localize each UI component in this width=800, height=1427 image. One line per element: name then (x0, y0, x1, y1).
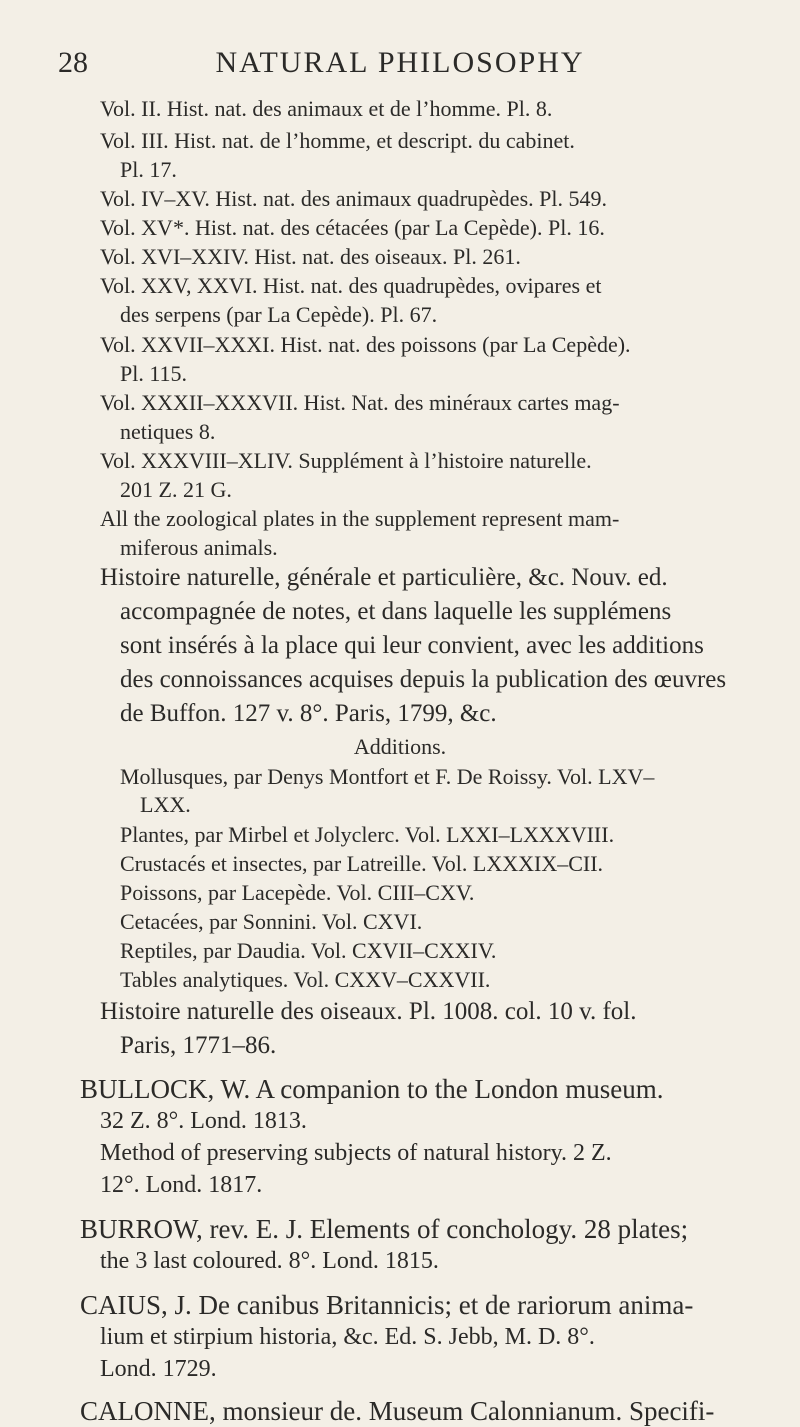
text-line: des serpens (par La Cepède). Pl. 67. (120, 302, 438, 327)
text-line: Vol. XVI–XXIV. Hist. nat. des oiseaux. Pl. 261. (100, 244, 521, 269)
text-line: Crustacés et insectes, par Latreille. Vol. LXXXIX–CII. (120, 851, 604, 876)
text-line: Plantes, par Mirbel et Jolyclerc. Vol. LXXI–LXXXVIII. (120, 822, 615, 847)
text-line: 12°. Lond. 1817. (100, 1172, 263, 1198)
text-line: Histoire naturelle, générale et particulière, &c. Nouv. ed. (100, 564, 668, 591)
text-line: CAIUS, J. De canibus Britannicis; et de rariorum anima- (80, 1290, 694, 1320)
running-header (0, 46, 800, 86)
text-line: 201 Z. 21 G. (120, 477, 232, 502)
text-line: sont insérés à la place qui leur convient, avec les additions (120, 632, 704, 659)
text-line: LXX. (140, 792, 191, 817)
text-line: 32 Z. 8°. Lond. 1813. (100, 1108, 307, 1134)
page-number: 28 (58, 46, 88, 79)
text-line: BULLOCK, W. A companion to the London museum. (80, 1074, 664, 1104)
text-line: Vol. II. Hist. nat. des animaux et de l’homme. Pl. 8. (100, 96, 553, 121)
text-line: Pl. 17. (120, 157, 177, 182)
text-line: Vol. XXV, XXVI. Hist. nat. des quadrupèdes, ovipares et (100, 273, 602, 298)
text-line: Vol. XXXII–XXXVII. Hist. Nat. des minéraux cartes mag- (100, 390, 620, 415)
text-line: Cetacées, par Sonnini. Vol. CXVI. (120, 909, 423, 934)
text-line: BURROW, rev. E. J. Elements of conchology. 28 plates; (80, 1214, 689, 1244)
text-line: Paris, 1771–86. (120, 1032, 277, 1059)
text-line: Mollusques, par Denys Montfort et F. De Roissy. Vol. LXV– (120, 764, 655, 789)
text-line: lium et stirpium historia, &c. Ed. S. Jebb, M. D. 8°. (100, 1324, 595, 1350)
text-line: Lond. 1729. (100, 1356, 217, 1382)
text-line: netiques 8. (120, 419, 216, 444)
text-line: Pl. 115. (120, 361, 188, 386)
text-line: Additions. (353, 734, 447, 759)
text-line: de Buffon. 127 v. 8°. Paris, 1799, &c. (120, 700, 497, 727)
running-title: NATURAL PHILOSOPHY (215, 46, 585, 79)
text-line: accompagnée de notes, et dans laquelle les supplémens (120, 598, 672, 625)
text-line: Reptiles, par Daudia. Vol. CXVII–CXXIV. (120, 938, 497, 963)
text-line: Method of preserving subjects of natural history. 2 Z. (100, 1140, 612, 1166)
text-line: miferous animals. (120, 535, 278, 560)
text-line: Vol. III. Hist. nat. de l’homme, et descript. du cabinet. (100, 128, 575, 153)
text-line: Vol. XXVII–XXXI. Hist. nat. des poissons (par La Cepède). (100, 332, 631, 357)
text-line: Tables analytiques. Vol. CXXV–CXXVII. (120, 967, 491, 992)
text-line: All the zoological plates in the supplement represent mam- (100, 506, 620, 531)
text-line: Vol. XV*. Hist. nat. des cétacées (par La Cepède). Pl. 16. (100, 215, 605, 240)
text-line: Histoire naturelle des oiseaux. Pl. 1008. col. 10 v. fol. (100, 998, 637, 1025)
text-line: Vol. XXXVIII–XLIV. Supplément à l’histoire naturelle. (100, 448, 592, 473)
text-line: des connoissances acquises depuis la publication des œuvres (120, 666, 727, 693)
text-line: CALONNE, monsieur de. Museum Calonnianum. Specifi- (80, 1396, 715, 1426)
text-line: Vol. IV–XV. Hist. nat. des animaux quadrupèdes. Pl. 549. (100, 186, 607, 211)
text-line: Poissons, par Lacepède. Vol. CIII–CXV. (120, 880, 475, 905)
text-line: the 3 last coloured. 8°. Lond. 1815. (100, 1248, 439, 1274)
